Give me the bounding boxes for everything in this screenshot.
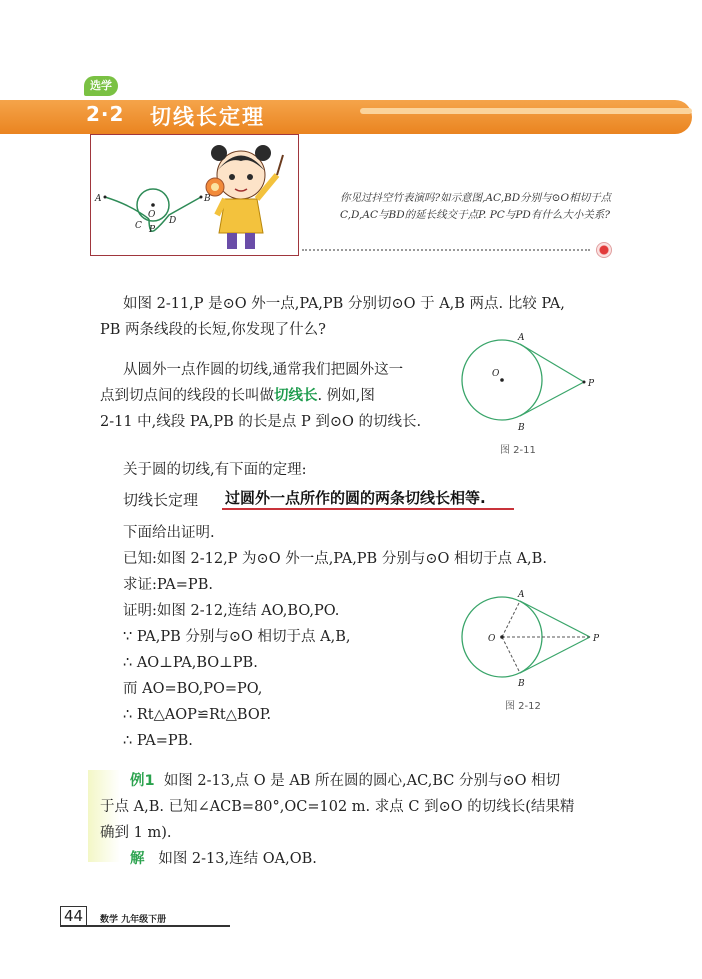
proof-line: 求证:PA=PB. [123,577,213,593]
theorem-text: 过圆外一点所作的圆的两条切线长相等. [225,489,486,507]
intro-label-b: B [204,194,211,204]
proof-line: 而 AO=BO,PO=PO, [123,681,263,697]
dotted-divider [302,249,590,251]
book-title: 数学 九年级下册 [100,915,167,925]
example-text-1: 如图 2-13,点 O 是 AB 所在圆的圆心,AC,BC 分别与⊙O 相切 [163,773,561,789]
theorem-label: 切线长定理 [123,491,199,509]
figure-2-12-caption: 图 2-12 [505,701,541,712]
page-number: 44 [60,906,87,926]
fig212-label-b: B [518,679,525,689]
paragraph-1-line-2: PB 两条线段的长短,你发现了什么? [100,322,326,338]
footer-rule [60,925,230,927]
elective-badge: 选学 [84,76,118,96]
paragraph-2-line-3: 2-11 中,线段 PA,PB 的长是点 P 到⊙O 的切线长. [100,414,422,430]
example-line-1 [130,768,560,794]
paragraph-2-line-1: 从圆外一点作圆的切线,通常我们把圆外这一 [123,362,404,378]
intro-label-a: A [95,194,102,204]
proof-line: ∴ AO⊥PA,BO⊥PB. [123,655,258,671]
example-line-2: 于点 A,B. 已知∠ACB=80°,OC=102 m. 求点 C 到⊙O 的切线长(结果精 [100,799,575,815]
proof-line: 下面给出证明. [123,525,215,541]
theorem-underline [222,508,514,510]
figure-2-11-caption: 图 2-11 [500,445,536,456]
intro-question: 你见过抖空竹表演吗?如示意图,AC,BD分别与⊙O相切于点C,D,AC与BD的延长线交于点P. PC与PD有什么大小关系? [340,192,612,221]
p2-post: . 例如,图 [317,388,375,404]
fig211-label-p: P [588,379,595,389]
proof-line: 已知:如图 2-12,P 为⊙O 外一点,PA,PB 分别与⊙O 相切于点 A,B. [123,551,547,567]
fig211-label-a: A [518,333,525,343]
solution-line [130,846,317,872]
figure-2-12 [450,585,610,695]
paragraph-3: 关于圆的切线,有下面的定理: [123,462,307,478]
proof-line: ∴ PA=PB. [123,733,193,749]
proof-line: ∵ PA,PB 分别与⊙O 相切于点 A,B, [123,629,351,645]
section-title: 切线长定理 [150,105,265,129]
p2-pre: 点到切点间的线段的长叫做 [100,388,274,404]
fig212-label-a: A [518,590,525,600]
example-label: 例1 [130,773,155,789]
fig211-label-b: B [518,423,525,433]
term-tangent-length: 切线长 [274,388,318,404]
paragraph-1-line-1: 如图 2-11,P 是⊙O 外一点,PA,PB 分别切⊙O 于 A,B 两点. 比较 PA, [123,296,565,312]
diabolo-figure [91,135,298,255]
proof-line: ∴ Rt△AOP≌Rt△BOP. [123,707,272,723]
intro-label-d: D [169,216,177,226]
intro-label-o: O [148,210,156,220]
solution-text: 如图 2-13,连结 OA,OB. [158,851,317,867]
solution-label: 解 [130,851,145,867]
fig212-label-p: P [593,634,600,644]
paragraph-2-line-2 [100,383,375,409]
cartoon-girl-illustration [206,145,283,249]
fig212-label-o: O [488,634,496,644]
section-number: 2·2 [86,102,125,126]
example-line-3: 确到 1 m). [100,825,172,841]
header-stripe [360,108,692,114]
intro-label-c: C [135,221,142,231]
divider-end-dot [596,242,612,258]
fig211-label-o: O [492,369,500,379]
intro-illustration-box [90,134,299,256]
intro-label-p: P [149,225,156,235]
proof-line: 证明:如图 2-12,连结 AO,BO,PO. [123,603,340,619]
